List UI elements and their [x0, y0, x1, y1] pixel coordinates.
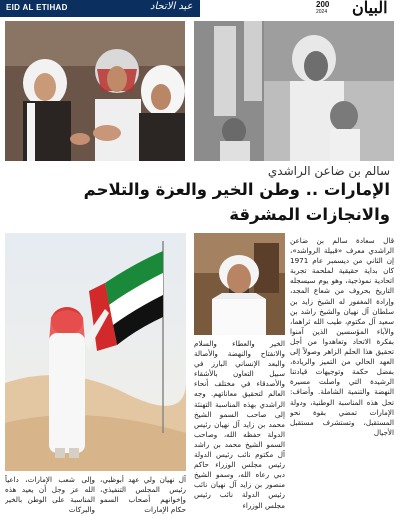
flag-desert-illustration	[5, 233, 186, 471]
photo-archive-bw	[194, 21, 394, 161]
supplement-english-title: EID AL ETIHAD	[6, 3, 68, 12]
author-byline: سالم بن ضاعن الراشدي	[267, 164, 390, 178]
article-column-right: قال سعادة سالم بن ضاعن الراشدي معرف «قبيلة الرواشد»، إن الثاني من ديسمبر عام 1971 كان بداية حقيقية لملحمة تجربة اتحادية نموذجية، وهو يوم سيسجله التاريخ بحروف من شعاع المجد، وإرادة المغفور له الشيخ زايد بن سلطان آل نهيان والشيخ راشد بن سعيد آل مكتوم، طيب الله ثراهما، والآباء المؤسسين الذين آمنوا بفكرة الاتحاد وتعاهدوا من أجل تحقيق هذا الحلم الزاهر وصولاً إلى العهد الحالي من التميز والريادة، بفضل حكمة وتوجيهات قيادتنا الرشيدة التي واصلت مسيرة النهضة والتنمية الشاملة. وأضاف: تحل هذه المناسبة الوطنية، ودولة الإمارات تمضي بقوة نحو المستقبل، وتستشرف مستقبل الأجيال	[290, 236, 394, 437]
masthead	[0, 0, 400, 17]
photo-leaders-greeting	[5, 21, 185, 161]
article-column-middle: الخير والعطاء والسلام والانفتاح والنهضة والأصالة والبعد الإنساني البارز في سبيل التعاون بالأشقاء والأصدقاء في مختلف أنحاء العالم لتحقيق معاناتهم. وجه الراشدي بهذه المناسبة التهنئة إلى صاحب السمو الشيخ محمد بن زايد آل نهيان رئيس الدولة حفظه الله، وصاحب السمو الشيخ محمد بن راشد آل مكتوم نائب رئيس الدولة رئيس مجلس الوزراء حاكم دبي رعاه الله، وسمو الشيخ منصور بن زايد آل نهيان نائب رئيس الدولة نائب رئيس مجلس الوزراء	[194, 339, 285, 510]
archive-photo-illustration	[194, 21, 394, 161]
newspaper-logo: البيان	[352, 0, 388, 17]
newspaper-header	[312, 0, 400, 17]
headline-line-1: الإمارات .. وطن الخير والعزة والتلاحم	[83, 180, 390, 199]
author-portrait-illustration	[194, 233, 285, 335]
article-column-bottom-middle: آل نهيان ولي عهد أبوظبي، رئيس المجلس التنفيذي، وإخوانهم أصحاب السمو حكام الإمارات	[100, 475, 186, 515]
photo-flag-desert	[5, 233, 186, 471]
issue-year: 2024	[316, 9, 328, 15]
article-column-bottom-left: وإلى شعب الإمارات، داعياً الله عز وجل أن يعيد هذه المناسبة على الوطن بالخير والبركات	[5, 475, 95, 515]
photo-author	[194, 233, 285, 335]
supplement-arabic-title: عيد الاتحاد	[150, 1, 193, 12]
headline-line-2: والانجازات المشرقة	[229, 205, 390, 224]
special-supplement-banner	[0, 0, 200, 17]
leaders-greeting-illustration	[5, 21, 185, 161]
issue-number: 200	[316, 0, 330, 9]
